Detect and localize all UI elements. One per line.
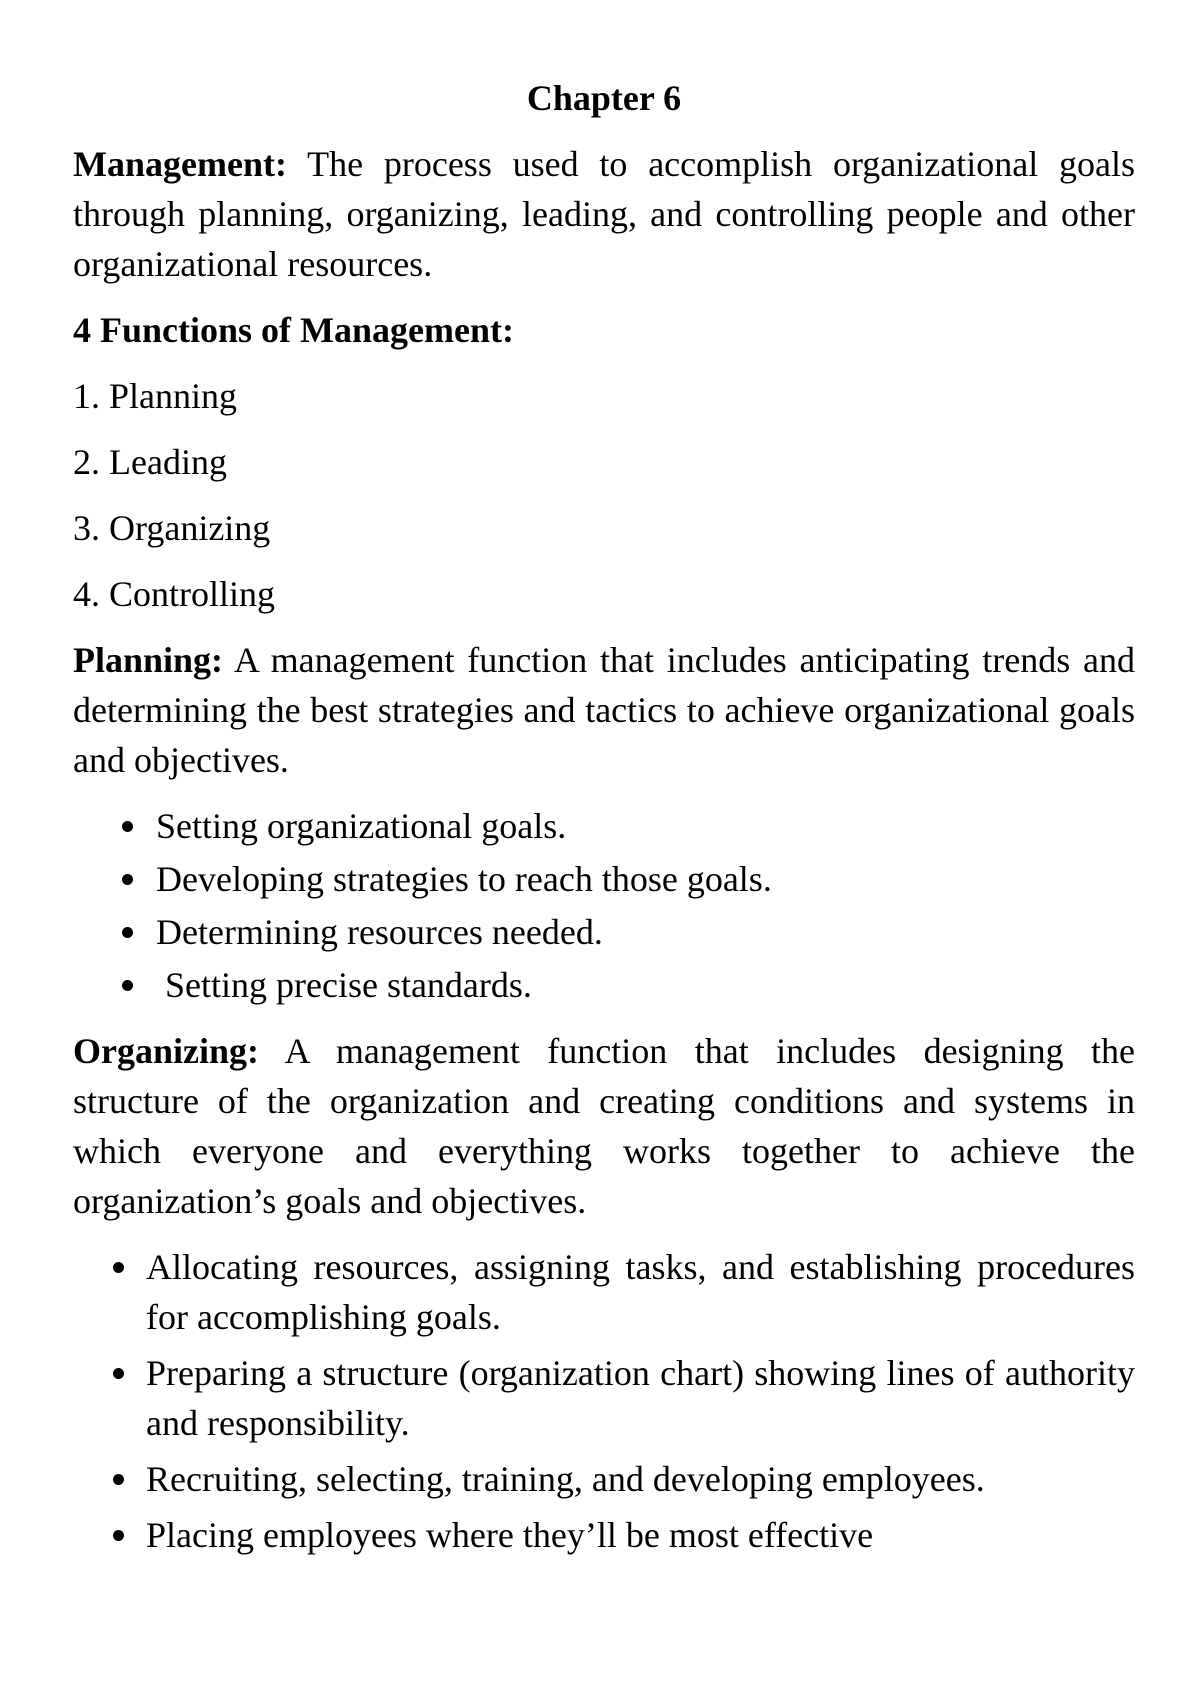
list-item (73, 907, 1135, 957)
management-term: Management: (73, 144, 287, 184)
list-item (73, 1348, 1135, 1448)
planning-definition-text: A management function that includes anticipating trends and determining the best strategies and tactics to achieve organizational goals and objectives. (73, 640, 1135, 780)
function-item: 4. Controlling (73, 574, 276, 614)
organizing-bullet-text: Placing employees where they’ll be most effective (146, 1515, 874, 1555)
planning-bullet-text: Setting organizational goals. (156, 806, 567, 846)
planning-bullet-list (73, 801, 1135, 1010)
management-definition-text: The process used to accomplish organizational goals through planning, organizing, leading, and controlling people and other organizational resources. (73, 144, 1135, 284)
bullet-icon (113, 1262, 124, 1273)
organizing-definition-text: A management function that includes designing the structure of the organization and creating conditions and systems in which everyone and everything works together to achieve the organization’s goals and objectives. (73, 1031, 1135, 1221)
list-item (73, 1454, 1135, 1504)
list-item (73, 801, 1135, 851)
planning-definition (73, 635, 1135, 785)
bullet-icon (113, 1530, 124, 1541)
planning-bullet-text: Developing strategies to reach those goals. (156, 859, 772, 899)
bullet-icon (113, 1474, 124, 1485)
bullet-icon (122, 874, 133, 885)
organizing-bullet-text: Preparing a structure (organization chart) showing lines of authority and responsibility. (146, 1353, 1135, 1443)
document-page (73, 73, 1135, 1576)
functions-heading: 4 Functions of Management: (73, 310, 514, 350)
bullet-icon (113, 1368, 124, 1379)
organizing-definition (73, 1026, 1135, 1226)
list-item (73, 960, 1135, 1010)
bullet-icon (122, 980, 133, 991)
bullet-icon (122, 927, 133, 938)
planning-term: Planning: (73, 640, 224, 680)
planning-bullet-text: Setting precise standards. (156, 965, 532, 1005)
planning-bullet-text: Determining resources needed. (156, 912, 603, 952)
management-definition (73, 139, 1135, 289)
list-item (73, 1242, 1135, 1342)
function-item: 2. Leading (73, 442, 227, 482)
organizing-bullet-text: Recruiting, selecting, training, and developing employees. (146, 1459, 985, 1499)
list-item (73, 1510, 1135, 1560)
chapter-title: Chapter 6 (526, 78, 682, 118)
function-item: 1. Planning (73, 376, 238, 416)
organizing-term: Organizing: (73, 1031, 259, 1071)
organizing-bullet-text: Allocating resources, assigning tasks, and establishing procedures for accomplishing goals. (146, 1247, 1135, 1337)
list-item (73, 854, 1135, 904)
bullet-icon (122, 821, 133, 832)
organizing-bullet-list (73, 1242, 1135, 1560)
function-item: 3. Organizing (73, 508, 271, 548)
